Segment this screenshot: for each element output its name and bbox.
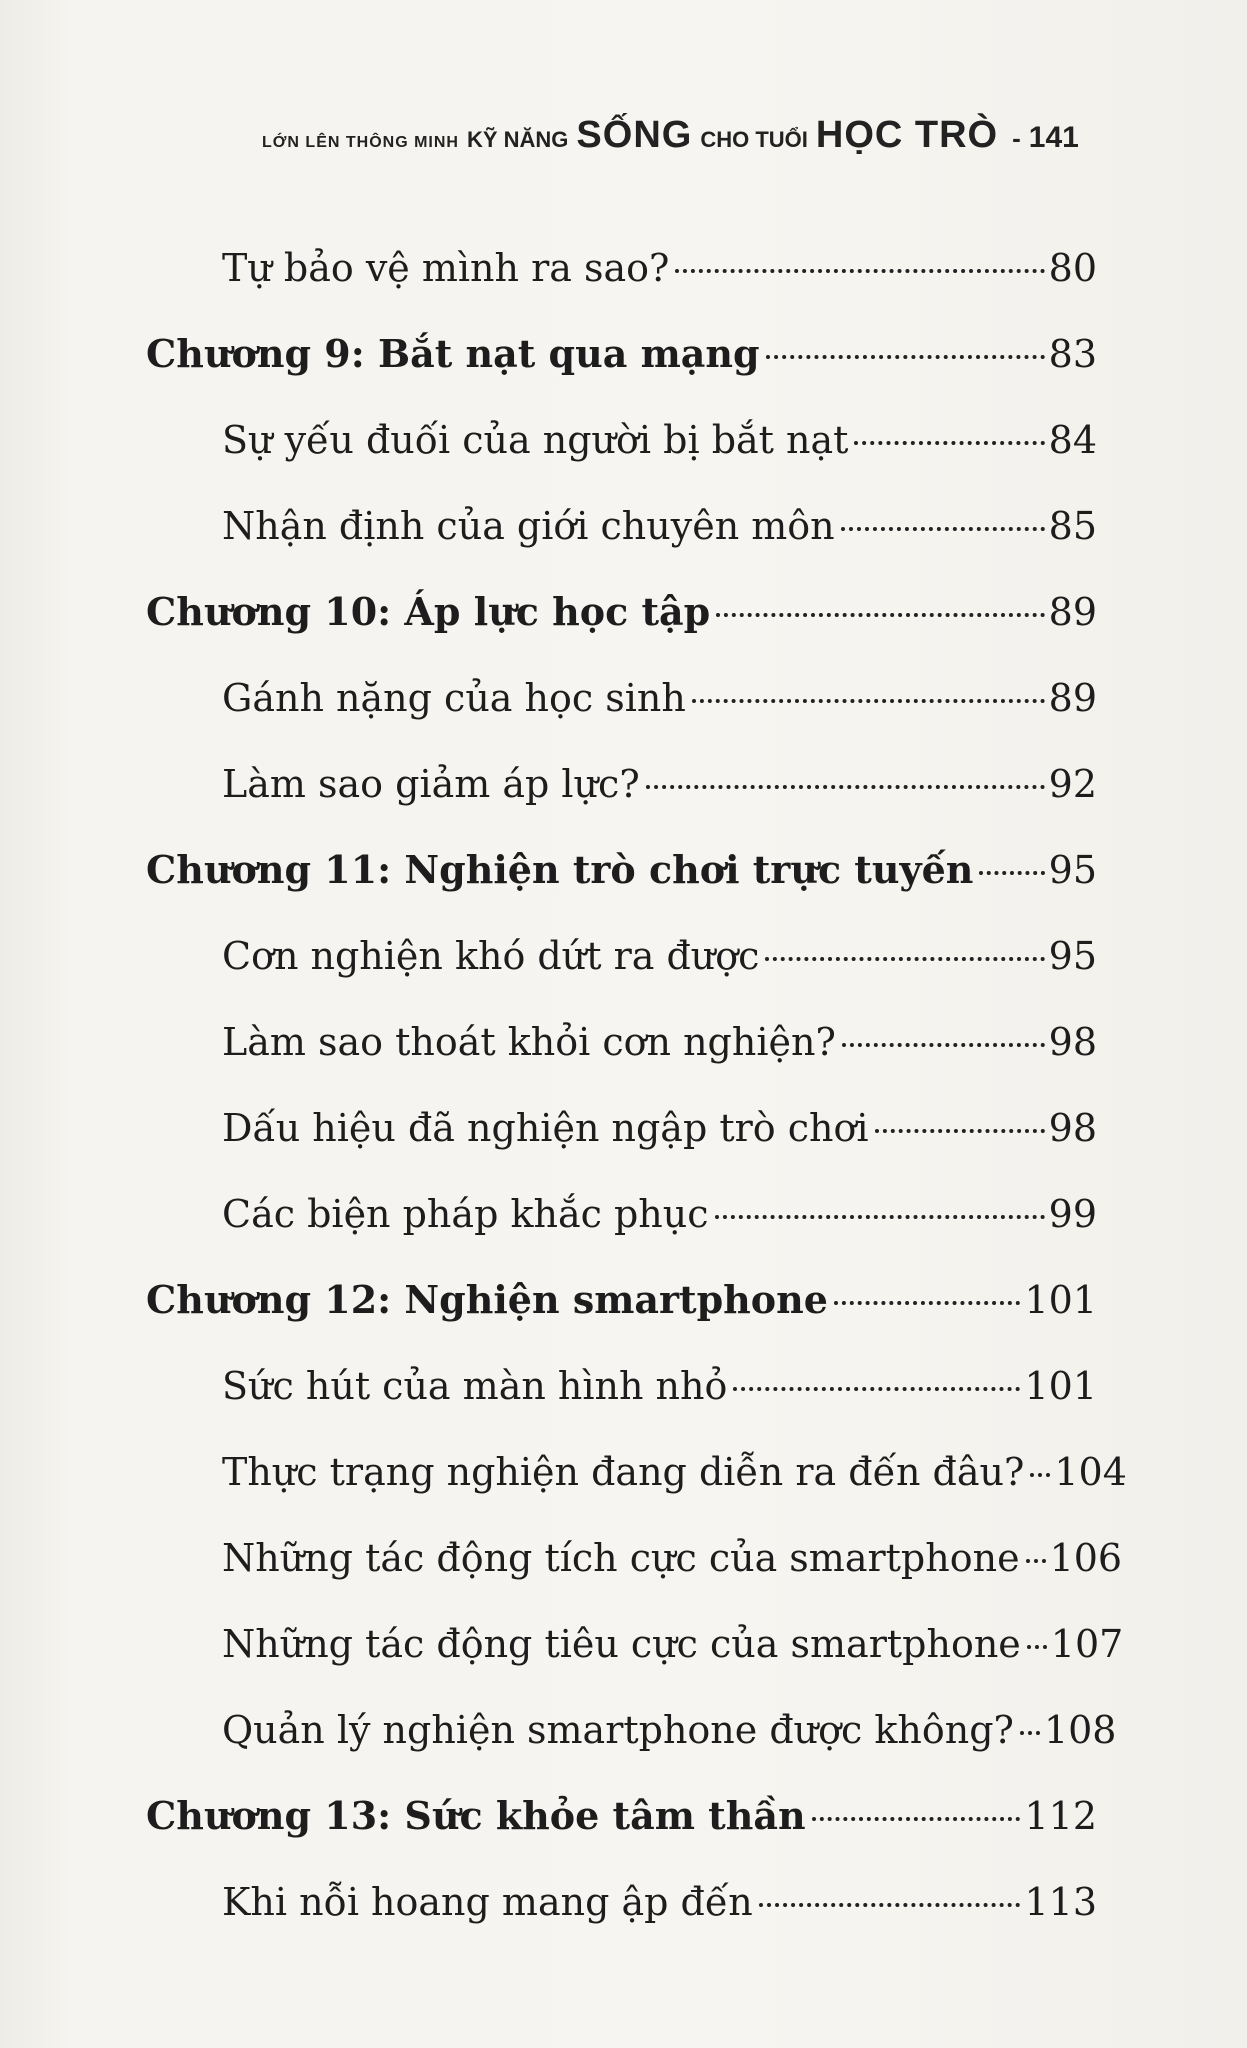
toc-dot-leader xyxy=(1027,1645,1047,1649)
toc-entry xyxy=(0,238,1247,298)
toc-chapter xyxy=(0,1786,1247,1846)
toc-dot-leader xyxy=(766,355,1045,359)
toc-entry xyxy=(0,1012,1247,1072)
toc-entry-page: 113 xyxy=(1024,1880,1097,1924)
toc-entry xyxy=(0,1700,1247,1760)
toc-entry xyxy=(0,1442,1247,1502)
toc-chapter xyxy=(0,840,1247,900)
toc-dot-leader xyxy=(1026,1559,1046,1563)
toc-entry-title: Chương 13: Sức khỏe tâm thần xyxy=(146,1793,806,1838)
toc-entry xyxy=(0,926,1247,986)
toc-entry xyxy=(0,496,1247,556)
toc-entry xyxy=(0,668,1247,728)
toc-entry-title: Chương 12: Nghiện smartphone xyxy=(146,1277,828,1322)
toc-dot-leader xyxy=(854,441,1044,445)
toc-entry xyxy=(0,410,1247,470)
toc-entry-title: Chương 10: Áp lực học tập xyxy=(146,589,711,634)
toc-dot-leader xyxy=(716,613,1044,617)
toc-dot-leader xyxy=(646,785,1045,789)
toc-dot-leader xyxy=(842,1043,1045,1047)
toc-dot-leader xyxy=(812,1817,1021,1821)
toc-entry-title: Quản lý nghiện smartphone được không? xyxy=(222,1708,1014,1752)
toc-entry-title: Dấu hiệu đã nghiện ngập trò chơi xyxy=(222,1106,869,1150)
toc-entry-page: 95 xyxy=(1048,848,1097,892)
toc-dot-leader xyxy=(733,1387,1020,1391)
toc-entry-title: Chương 9: Bắt nạt qua mạng xyxy=(146,331,760,376)
toc-entry-page: 85 xyxy=(1048,504,1097,548)
toc-entry-title: Các biện pháp khắc phục xyxy=(222,1192,709,1236)
toc-entry-page: 101 xyxy=(1024,1278,1097,1322)
toc-entry-title: Sức hút của màn hình nhỏ xyxy=(222,1364,728,1408)
toc-chapter xyxy=(0,1270,1247,1330)
toc-entry-title: Làm sao giảm áp lực? xyxy=(222,762,640,806)
toc-entry-title: Những tác động tích cực của smartphone xyxy=(222,1536,1020,1580)
toc-dot-leader xyxy=(759,1903,1021,1907)
toc-dot-leader xyxy=(979,871,1044,875)
toc-entry-page: 107 xyxy=(1050,1622,1124,1666)
toc-dot-leader xyxy=(834,1301,1021,1305)
toc-entry xyxy=(0,1872,1247,1932)
toc-entry-title: Gánh nặng của học sinh xyxy=(222,676,686,720)
header-skill-word: KỸ NĂNG xyxy=(466,127,569,152)
toc-dot-leader xyxy=(1030,1473,1050,1477)
header-separator: - xyxy=(1012,123,1021,153)
toc-chapter xyxy=(0,582,1247,642)
toc-entry-title: Sự yếu đuối của người bị bắt nạt xyxy=(222,418,849,462)
toc-entry xyxy=(0,1184,1247,1244)
header-for-age-word: CHO TUỔI xyxy=(700,127,808,152)
toc-entry-title: Khi nỗi hoang mang ập đến xyxy=(222,1880,753,1924)
toc-entry-page: 108 xyxy=(1043,1708,1117,1752)
toc-entry-page: 89 xyxy=(1048,590,1097,634)
header-series-title: LỚN LÊN THÔNG MINH xyxy=(262,134,459,151)
toc-entry-title: Thực trạng nghiện đang diễn ra đến đâu? xyxy=(222,1450,1025,1494)
toc-dot-leader xyxy=(841,527,1045,531)
toc-dot-leader xyxy=(875,1129,1045,1133)
toc-entry-page: 106 xyxy=(1049,1536,1123,1580)
toc-entry xyxy=(0,1528,1247,1588)
toc-entry xyxy=(0,1356,1247,1416)
toc-entry-page: 89 xyxy=(1048,676,1097,720)
header-student-word: HỌC TRÒ xyxy=(815,114,999,156)
toc-entry-page: 83 xyxy=(1048,332,1097,376)
toc-entry-page: 98 xyxy=(1048,1020,1097,1064)
toc-entry-page: 95 xyxy=(1048,934,1097,978)
toc-entry-page: 104 xyxy=(1054,1450,1127,1494)
toc-dot-leader xyxy=(692,699,1045,703)
toc-dot-leader xyxy=(675,269,1044,273)
toc-entry-title: Cơn nghiện khó dứt ra được xyxy=(222,934,760,978)
toc-dot-leader xyxy=(1020,1731,1040,1735)
toc-entry xyxy=(0,1098,1247,1158)
toc-entry xyxy=(0,1614,1247,1674)
toc-entry-title: Chương 11: Nghiện trò chơi trực tuyến xyxy=(146,847,974,892)
toc-entry-page: 84 xyxy=(1048,418,1097,462)
toc-entry-title: Làm sao thoát khỏi cơn nghiện? xyxy=(222,1020,836,1064)
toc-dot-leader xyxy=(765,957,1044,961)
toc-entry-page: 98 xyxy=(1048,1106,1097,1150)
toc-entry-page: 99 xyxy=(1048,1192,1097,1236)
header-page-number: 141 xyxy=(1028,121,1079,154)
toc-entry-page: 80 xyxy=(1048,246,1097,290)
toc-entry-title: Tự bảo vệ mình ra sao? xyxy=(222,246,670,290)
header-life-word: SỐNG xyxy=(576,114,693,156)
toc-entry-title: Nhận định của giới chuyên môn xyxy=(222,504,835,548)
toc-dot-leader xyxy=(715,1215,1045,1219)
toc-entry-page: 92 xyxy=(1048,762,1097,806)
toc-chapter xyxy=(0,324,1247,384)
toc-entry-page: 112 xyxy=(1024,1794,1097,1838)
toc-entry-page: 101 xyxy=(1024,1364,1097,1408)
toc-entry-title: Những tác động tiêu cực của smartphone xyxy=(222,1622,1021,1666)
toc-entry xyxy=(0,754,1247,814)
